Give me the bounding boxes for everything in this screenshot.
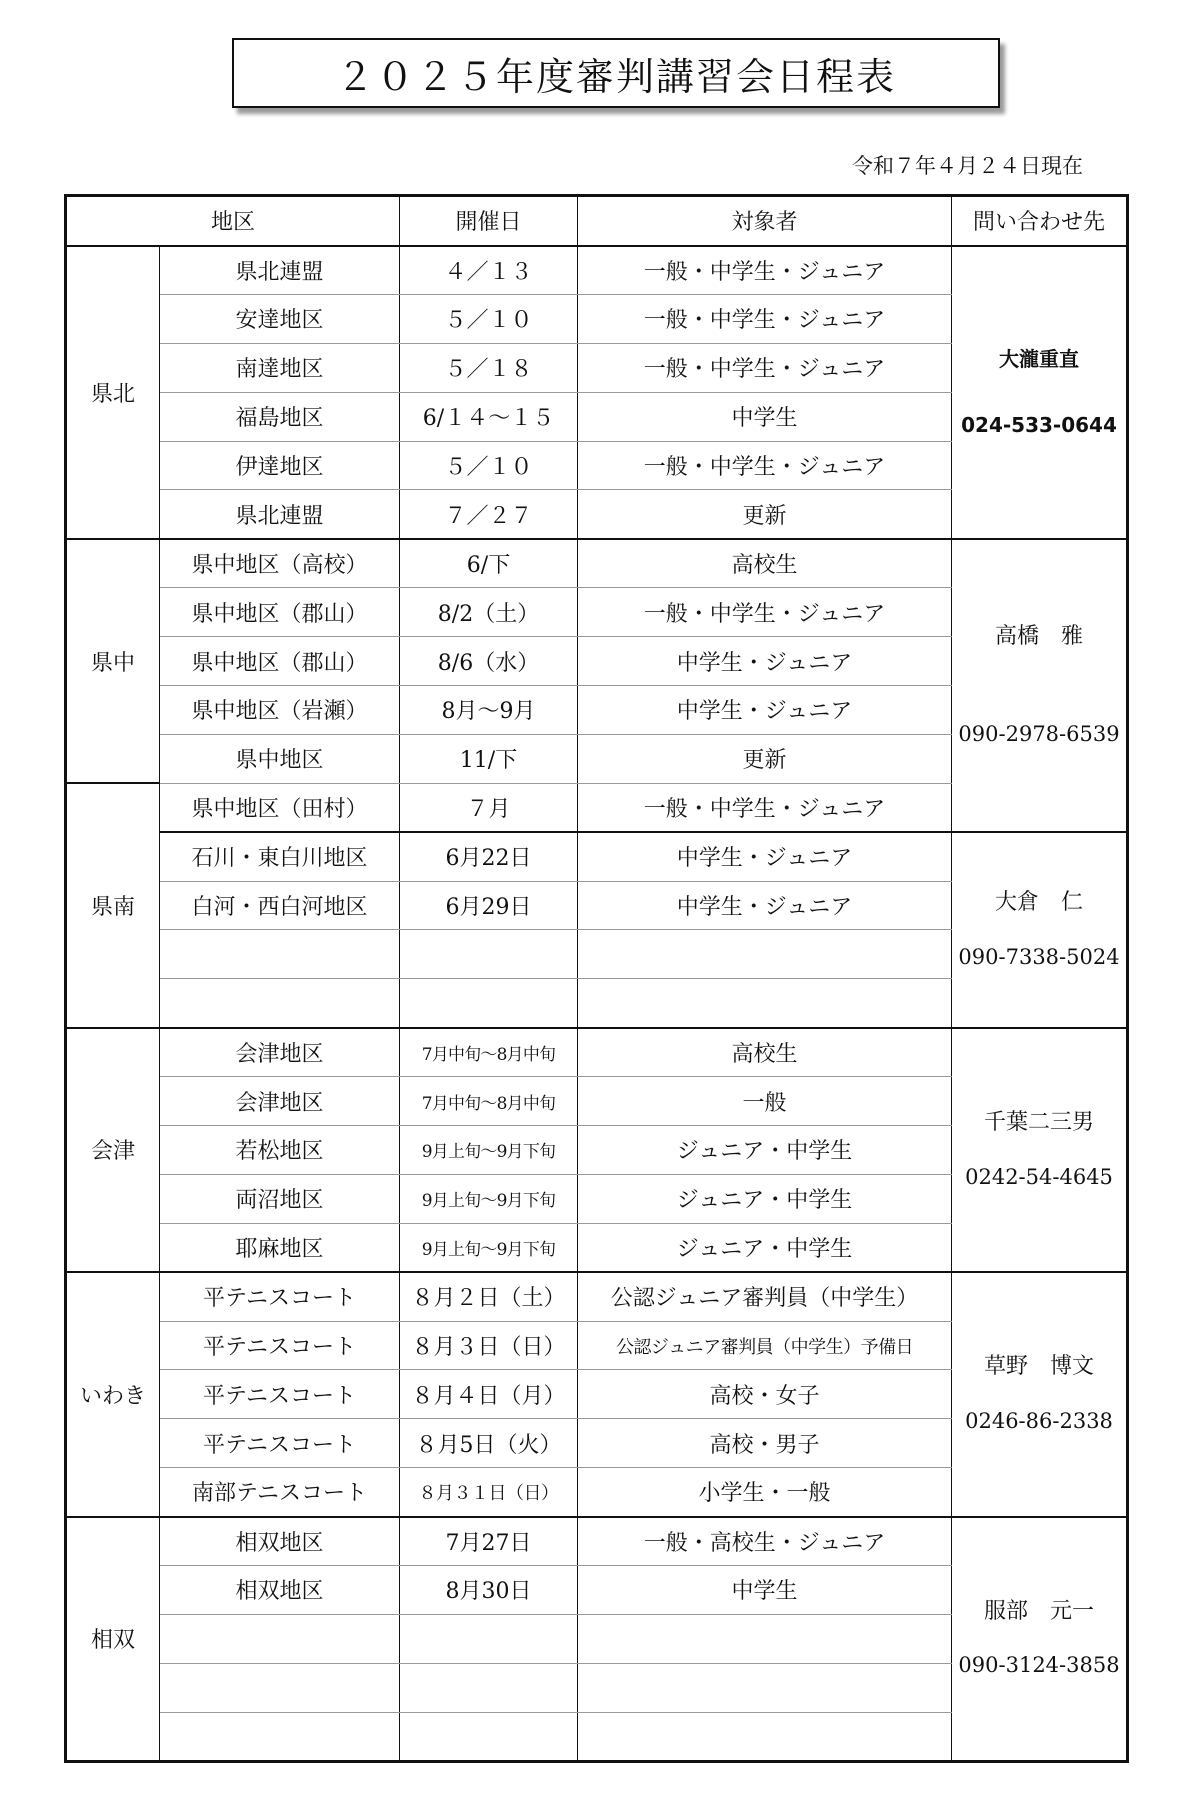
- target-cell: [578, 930, 952, 979]
- region-cell: 相双: [66, 1517, 160, 1761]
- region-cell: 県中: [66, 539, 160, 783]
- district-cell: 会津地区: [160, 1028, 400, 1077]
- contact-cell: [952, 1517, 1128, 1761]
- target-cell: 中学生・ジュニア: [578, 686, 952, 735]
- table-row: [66, 832, 1128, 881]
- table-row: [66, 1517, 1128, 1566]
- contact-name: 服部 元一: [984, 1598, 1095, 1624]
- contact-cell: [952, 539, 1128, 832]
- region-cell: 県南: [66, 783, 160, 1027]
- page-title: ２０２５年度審判講習会日程表: [232, 38, 1000, 108]
- date-cell: 7月中旬～8月中旬: [400, 1028, 578, 1077]
- date-cell: 11/下: [400, 734, 578, 783]
- date-cell: ５／１０: [400, 441, 578, 490]
- district-cell: 県中地区: [160, 734, 400, 783]
- date-cell: 6月29日: [400, 881, 578, 930]
- table-row: [66, 246, 1128, 295]
- target-cell: 一般・中学生・ジュニア: [578, 246, 952, 295]
- date-cell: 8月30日: [400, 1566, 578, 1615]
- district-cell: 平テニスコート: [160, 1321, 400, 1370]
- schedule-body: [66, 246, 1128, 1762]
- district-cell: 県中地区（高校）: [160, 539, 400, 588]
- target-cell: [578, 1663, 952, 1712]
- date-cell: 6月22日: [400, 832, 578, 881]
- district-cell: 石川・東白川地区: [160, 832, 400, 881]
- table-row: [66, 539, 1128, 588]
- contact-phone: 0246-86-2338: [965, 1409, 1113, 1434]
- district-cell: 県北連盟: [160, 246, 400, 295]
- target-cell: [578, 979, 952, 1028]
- contact-name: 高橋 雅: [995, 623, 1084, 649]
- region-cell: 会津: [66, 1028, 160, 1272]
- date-cell: [400, 1614, 578, 1663]
- target-cell: 小学生・一般: [578, 1468, 952, 1517]
- contact-name: 草野 博文: [984, 1354, 1095, 1380]
- date-cell: 7月中旬～8月中旬: [400, 1077, 578, 1126]
- district-cell: [160, 930, 400, 979]
- target-cell: 高校生: [578, 1028, 952, 1077]
- contact-cell: [952, 1028, 1128, 1272]
- contact-name: 大倉 仁: [995, 890, 1084, 916]
- district-cell: 相双地区: [160, 1566, 400, 1615]
- contact-phone: 0242-54-4645: [965, 1164, 1113, 1189]
- date-cell: ８月２日（土）: [400, 1272, 578, 1321]
- district-cell: 平テニスコート: [160, 1419, 400, 1468]
- target-cell: 高校・男子: [578, 1419, 952, 1468]
- contact-cell: [952, 832, 1128, 1028]
- target-cell: 中学生: [578, 392, 952, 441]
- header-row: [66, 196, 1128, 246]
- district-cell: 相双地区: [160, 1517, 400, 1566]
- target-cell: 高校生: [578, 539, 952, 588]
- date-cell: [400, 1712, 578, 1761]
- region-cell: いわき: [66, 1272, 160, 1516]
- district-cell: 両沼地区: [160, 1174, 400, 1223]
- header-region: 地区: [66, 196, 400, 246]
- date-cell: [400, 1663, 578, 1712]
- date-cell: 6/１４～１５: [400, 392, 578, 441]
- target-cell: 公認ジュニア審判員（中学生）: [578, 1272, 952, 1321]
- date-cell: 7月27日: [400, 1517, 578, 1566]
- district-cell: 伊達地区: [160, 441, 400, 490]
- district-cell: 会津地区: [160, 1077, 400, 1126]
- target-cell: 中学生・ジュニア: [578, 637, 952, 686]
- target-cell: [578, 1712, 952, 1761]
- table-row: [66, 1028, 1128, 1077]
- contact-name: 千葉二三男: [984, 1110, 1095, 1136]
- district-cell: 南達地区: [160, 343, 400, 392]
- date-cell: 9月上旬～9月下旬: [400, 1174, 578, 1223]
- contact-cell: [952, 1272, 1128, 1516]
- target-cell: 一般・中学生・ジュニア: [578, 294, 952, 343]
- target-cell: 更新: [578, 490, 952, 539]
- contact-phone: 090-3124-3858: [958, 1653, 1120, 1678]
- district-cell: 平テニスコート: [160, 1370, 400, 1419]
- date-cell: ５／１８: [400, 343, 578, 392]
- target-cell: 一般・中学生・ジュニア: [578, 783, 952, 832]
- district-cell: 耶麻地区: [160, 1223, 400, 1272]
- date-cell: 9月上旬～9月下旬: [400, 1223, 578, 1272]
- district-cell: [160, 1663, 400, 1712]
- district-cell: [160, 979, 400, 1028]
- district-cell: 県中地区（郡山）: [160, 588, 400, 637]
- district-cell: 若松地区: [160, 1126, 400, 1175]
- district-cell: 県中地区（郡山）: [160, 637, 400, 686]
- target-cell: ジュニア・中学生: [578, 1174, 952, 1223]
- contact-name: 大瀧重直: [999, 347, 1080, 372]
- target-cell: 一般・中学生・ジュニア: [578, 441, 952, 490]
- date-cell: ８月３日（日）: [400, 1321, 578, 1370]
- date-cell: [400, 979, 578, 1028]
- date-cell: 9月上旬～9月下旬: [400, 1126, 578, 1175]
- date-cell: ７月: [400, 783, 578, 832]
- date-cell: [400, 930, 578, 979]
- target-cell: 高校・女子: [578, 1370, 952, 1419]
- target-cell: 中学生: [578, 1566, 952, 1615]
- table-row: [66, 1272, 1128, 1321]
- as-of-date: 令和７年４月２４日現在: [852, 154, 1083, 178]
- target-cell: 一般・中学生・ジュニア: [578, 343, 952, 392]
- target-cell: 一般・高校生・ジュニア: [578, 1517, 952, 1566]
- target-cell: 一般・中学生・ジュニア: [578, 588, 952, 637]
- target-cell: ジュニア・中学生: [578, 1223, 952, 1272]
- contact-phone: 090-7338-5024: [958, 944, 1120, 969]
- contact-cell: [952, 246, 1128, 539]
- target-cell: 中学生・ジュニア: [578, 881, 952, 930]
- header-contact: 問い合わせ先: [952, 196, 1128, 246]
- district-cell: [160, 1614, 400, 1663]
- district-cell: 県中地区（岩瀬）: [160, 686, 400, 735]
- header-date: 開催日: [400, 196, 578, 246]
- date-cell: ５／１０: [400, 294, 578, 343]
- contact-phone: 024-533-0644: [961, 413, 1117, 438]
- district-cell: 平テニスコート: [160, 1272, 400, 1321]
- district-cell: 県中地区（田村）: [160, 783, 400, 832]
- date-cell: 6/下: [400, 539, 578, 588]
- contact-phone: 090-2978-6539: [958, 722, 1120, 747]
- target-cell: [578, 1614, 952, 1663]
- date-cell: ８月４日（月）: [400, 1370, 578, 1419]
- district-cell: 南部テニスコート: [160, 1468, 400, 1517]
- district-cell: 安達地区: [160, 294, 400, 343]
- district-cell: 福島地区: [160, 392, 400, 441]
- date-cell: ７／２７: [400, 490, 578, 539]
- date-cell: 8/2（土）: [400, 588, 578, 637]
- date-cell: ４／１３: [400, 246, 578, 295]
- date-cell: 8月～9月: [400, 686, 578, 735]
- date-cell: 8/6（水）: [400, 637, 578, 686]
- target-cell: ジュニア・中学生: [578, 1126, 952, 1175]
- date-cell: ８月３１日（日）: [400, 1468, 578, 1517]
- header-target: 対象者: [578, 196, 952, 246]
- district-cell: 白河・西白河地区: [160, 881, 400, 930]
- district-cell: 県北連盟: [160, 490, 400, 539]
- district-cell: [160, 1712, 400, 1761]
- schedule-table: [64, 194, 1129, 1763]
- target-cell: 公認ジュニア審判員（中学生）予備日: [578, 1321, 952, 1370]
- target-cell: 更新: [578, 734, 952, 783]
- date-cell: ８月5日（火）: [400, 1419, 578, 1468]
- target-cell: 一般: [578, 1077, 952, 1126]
- target-cell: 中学生・ジュニア: [578, 832, 952, 881]
- region-cell: 県北: [66, 246, 160, 539]
